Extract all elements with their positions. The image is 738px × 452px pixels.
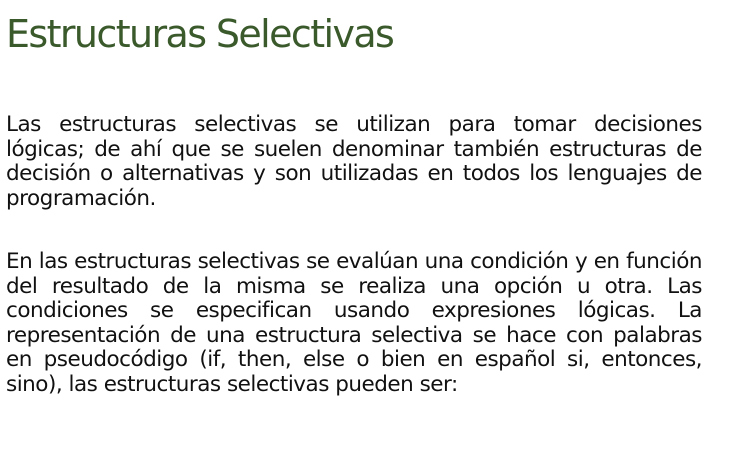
paragraph-conditions: En las estructuras selectivas se evalúan una condición y en función del resultado de la misma se realiza una opción u otra. Las condiciones se especifican usando expresiones lógicas. La representación de una estructura selectiva se hace con palabras en pseudocódigo (if, then, else o bien en español si, entonces, sino), las estructuras selectivas pueden ser:	[6, 249, 702, 397]
paragraph-intro: Las estructuras selectivas se utilizan para tomar decisiones lógicas; de ahí que se suelen denominar también estructuras de decisión o alternativas y son utilizadas en todos los lenguajes de programación.	[6, 112, 702, 211]
slide-title: Estructuras Selectivas	[6, 12, 394, 56]
